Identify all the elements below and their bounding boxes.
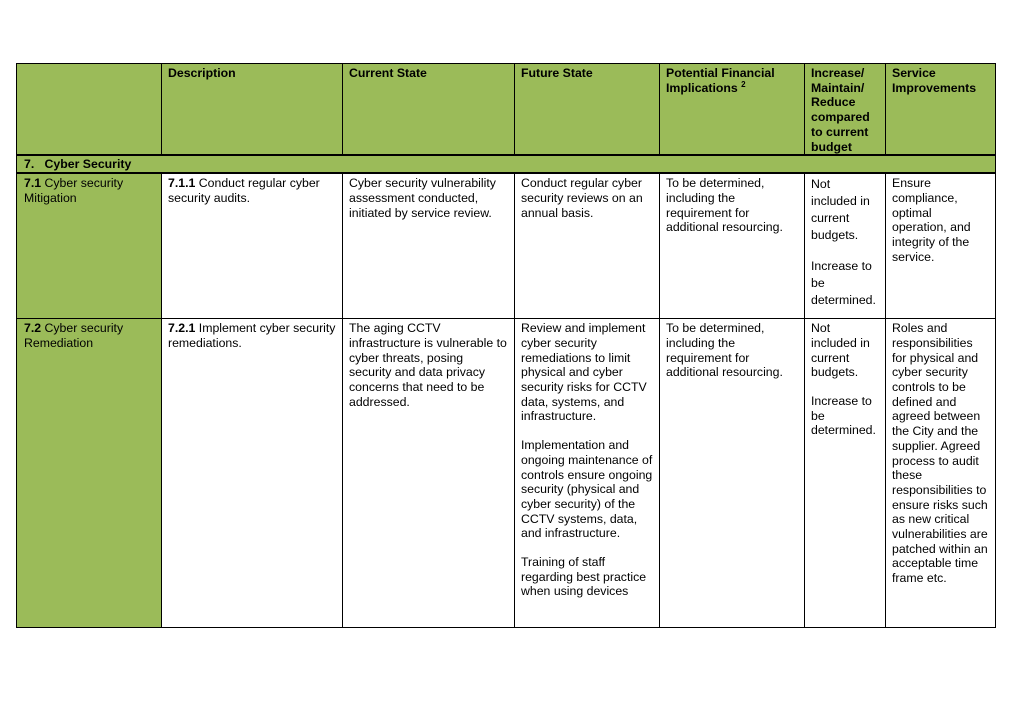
action-text: Implement cyber security remediations. [168, 321, 336, 350]
footnote-marker: 2 [741, 79, 746, 89]
header-empty [17, 64, 162, 156]
future-state-paragraph: Training of staff regarding best practice when using devices [521, 555, 647, 599]
section-row [17, 155, 996, 173]
row-budget [805, 173, 886, 319]
header-future-state: Future State [515, 64, 660, 156]
header-service-improvements: Service Improvements [886, 64, 996, 156]
row-service-improvements: Ensure compliance, optimal operation, and integrity of the service. [886, 173, 996, 319]
section-title: 7. Cyber Security [17, 155, 996, 173]
row-description [162, 173, 343, 319]
header-potential-financial-text: Potential Financial Implications [666, 66, 775, 95]
cyber-security-table [16, 63, 996, 628]
row-id: 7.1 [24, 176, 42, 191]
action-text: Conduct regular cyber security audits. [168, 176, 320, 205]
row-current-state: The aging CCTV infrastructure is vulnerable to cyber threats, posing security and data privacy concerns that need to be addressed. [343, 319, 515, 628]
budget-status: Not included in current budgets. [811, 177, 870, 243]
row-financial: To be determined, including the requirement for additional resourcing. [660, 319, 805, 628]
row-name: Cyber security Mitigation [24, 176, 124, 205]
header-description: Description [162, 64, 343, 156]
header-increase-maintain-reduce: Increase/ Maintain/ Reduce compared to current budget [805, 64, 886, 156]
row-description [162, 319, 343, 628]
future-state-paragraph: Implementation and ongoing maintenance of controls ensure ongoing security (physical and cyber security) of the CCTV systems, data, and infrastructure. [521, 438, 653, 541]
action-id: 7.1.1 [168, 176, 196, 191]
table-row [17, 173, 996, 319]
row-id: 7.2 [24, 321, 42, 336]
row-name: Cyber security Remediation [24, 321, 124, 350]
row-label [17, 173, 162, 319]
table-row [17, 319, 996, 628]
budget-status: Not included in current budgets. [811, 321, 870, 380]
row-financial: To be determined, including the requirement for additional resourcing. [660, 173, 805, 319]
budget-change: Increase to be determined. [811, 259, 876, 308]
row-label [17, 319, 162, 628]
header-potential-financial [660, 64, 805, 156]
row-budget [805, 319, 886, 628]
row-current-state: Cyber security vulnerability assessment conducted, initiated by service review. [343, 173, 515, 319]
future-state-paragraph: Review and implement cyber security remediations to limit physical and cyber security risks for CCTV data, systems, and infrastructure. [521, 321, 647, 424]
row-service-improvements: Roles and responsibilities for physical and cyber security controls to be defined and agreed between the City and the supplier. Agreed process to audit these responsibilities to ensure risks such as new critical vulnerabilities are patched within an acceptable time frame etc. [886, 319, 996, 628]
row-future-state [515, 319, 660, 628]
budget-change: Increase to be determined. [811, 394, 876, 438]
row-future-state: Conduct regular cyber security reviews on an annual basis. [515, 173, 660, 319]
table-header-row [17, 64, 996, 156]
header-current-state: Current State [343, 64, 515, 156]
action-id: 7.2.1 [168, 321, 196, 336]
